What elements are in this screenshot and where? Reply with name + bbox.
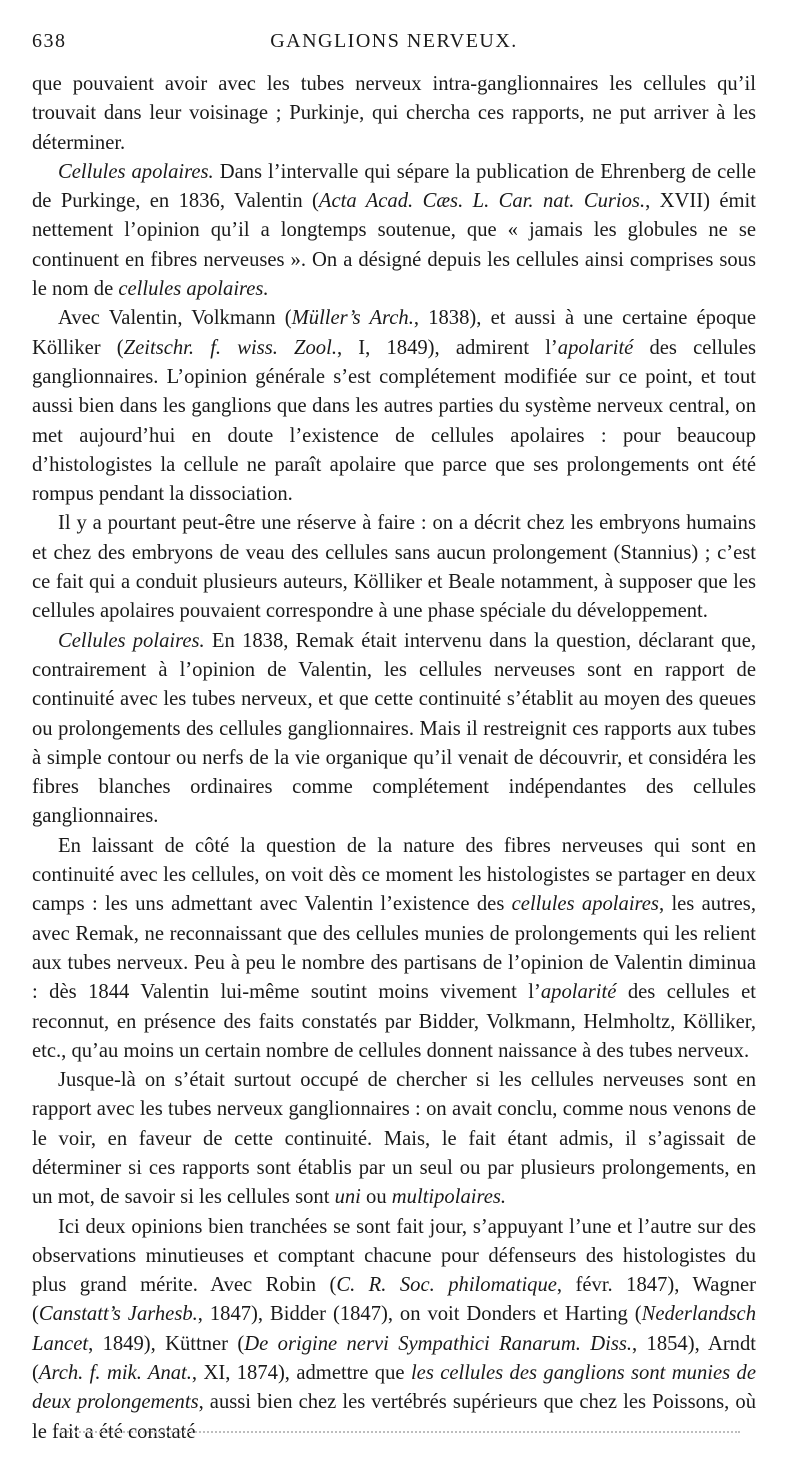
body-text [32,70,756,1447]
text-run: , XI, 1874), admettre que [191,1362,411,1385]
text-run: , I, 1849), admirent l’ [336,336,558,359]
italic-text: Cellules apolaires. [58,160,214,183]
italic-text: Canstatt’s Jarhesb. [38,1303,198,1326]
paragraph-8 [32,1213,756,1447]
text-run: , 1838), et aussi à une certaine époque Kölliker ( [32,307,756,359]
italic-text: De origine nervi Sympathici Ranarum. Diss. [244,1332,633,1355]
paragraph-2 [32,158,756,304]
text-run: En laissant de côté la question de la nature des fibres nerveuses qui sont en continuité avec les cellules, on voit dès ce moment les histologistes se partager en deux camps : les uns admettant avec Valentin l’existence des [32,834,756,916]
text-run: ou [360,1186,392,1209]
italic-text: cellules apolaires [511,893,659,916]
text-run: Ici deux opinions bien tranchées se sont fait jour, s’appuyant l’une et l’autre sur des observations minutieuses et comptant chacune pour défenseurs des histologistes du plus grand mérite. Avec Robin ( [32,1215,756,1297]
running-title: GANGLIONS NERVEUX. [270,30,518,52]
italic-text: Cellules polaires. [58,629,205,652]
text-run: , 1849), Küttner ( [88,1332,245,1355]
paragraph-4 [32,509,756,626]
paragraph-6 [32,832,756,1066]
text-run: Jusque-là on s’était surtout occupé de chercher si les cellules nerveuses sont en rapport avec les tubes nerveux ganglionnaires : on avait conclu, comme nous venons de le voir, en faveur de cette continuité. Mais, le fait étant admis, il s’agissait de déterminer si ces rapports sont établis par un seul ou par plusieurs prolongements, en un mot, de savoir si les cellules sont [32,1069,756,1209]
text-run: que pouvaient avoir avec les tubes nerveux intra-ganglionnaires les cellules qu’il trouvait dans leur voisinage ; Purkinje, qui chercha ces rapports, ne put arriver à les déterminer. [32,73,756,154]
bottom-divider [60,1431,740,1433]
text-run: , févr. 1847), Wagner ( [32,1274,756,1326]
italic-text: uni [334,1186,361,1209]
italic-text: cellules apolaires. [118,278,269,301]
italic-text: Zeitschr. f. wiss. Zool. [123,336,337,359]
text-run: des cellules ganglionnaires. L’opinion générale s’est complétement modifiée sur ce point, et tout aussi bien dans les ganglions que dans les autres parties du système nerveux central, on met aujourd’hui en doute l’existence de cellules apolaires : pour beaucoup d’histologistes la cellule ne paraît apolaire que parce que ses prolongements ont été rompus pendant la dissociation. [32,336,757,506]
page-number: 638 [32,30,67,52]
italic-text: Acta Acad. Cæs. L. Car. nat. Curios. [318,190,646,213]
text-run: des cellules et reconnut, en présence des faits constatés par Bidder, Volkmann, Helmholtz, Kölliker, etc., qu’au moins un certain nombre de cellules donnent naissance à des tubes nerveux. [32,981,756,1062]
text-run: Avec Valentin, Volkmann ( [58,307,292,330]
paragraph-1 [32,70,756,158]
italic-text: Arch. f. mik. Anat. [38,1362,192,1385]
italic-text: multipolaires. [391,1186,507,1209]
paragraph-7 [32,1066,756,1212]
italic-text: Nederlandsch Lancet [32,1303,756,1355]
text-run: , les autres, avec Remak, ne reconnaissant que des cellules munies de prolongements qui les relient aux tubes nerveux. Peu à peu le nombre des partisans de l’opinion de Valentin diminua : dès 1844 Valentin lui-même soutint moins vivement l’ [32,893,756,1004]
text-run: Dans l’intervalle qui sépare la publication de Ehrenberg de celle de Purkinge, en 1836, Valentin ( [32,160,756,213]
italic-text: apolarité [557,336,634,359]
paragraph-3 [32,304,756,509]
paragraph-5 [32,627,756,832]
text-run: , aussi bien chez les vertébrés supérieurs que chez les Poissons, où le fait a été constaté [32,1391,756,1443]
text-run: , 1847), Bidder (1847), on voit Donders et Harting ( [197,1303,642,1326]
page-header [32,30,756,60]
text-run: Il y a pourtant peut-être une réserve à faire : on a décrit chez les embryons humains et chez des embryons de veau des cellules sans aucun prolongement (Stannius) ; c’est ce fait qui a conduit plusieurs auteurs, Kölliker et Beale notamment, à supposer que les cellules apolaires pouvaient correspondre à une phase spéciale du développement. [32,512,756,623]
italic-text: les cellules des ganglions sont munies de deux prolongements [32,1362,756,1414]
italic-text: C. R. Soc. philomatique [336,1274,557,1297]
italic-text: apolarité [540,981,617,1004]
text-run: En 1838, Remak était intervenu dans la question, déclarant que, contrairement à l’opinion de Valentin, les cellules nerveuses sont en rapport de continuité avec les tubes nerveux, et que cette continuité s’établit au moyen des queues ou prolongements des cellules ganglionnaires. Mais il restreignit ces rapports aux tubes à simple contour ou nerfs de la vie organique qu’il venait de découvrir, et considéra les fibres blanches ordinaires comme complétement indépendantes des cellules ganglionnaires. [32,629,756,828]
italic-text: Müller’s Arch. [291,307,414,330]
text-run: , XVII) émit nettement l’opinion qu’il a longtemps soutenue, que « jamais les globules ne se continuent en fibres nerveuses ». On a désigné depuis les cellules ainsi comprises sous le nom de [32,190,756,301]
text-run: , 1854), Arndt ( [32,1332,756,1385]
